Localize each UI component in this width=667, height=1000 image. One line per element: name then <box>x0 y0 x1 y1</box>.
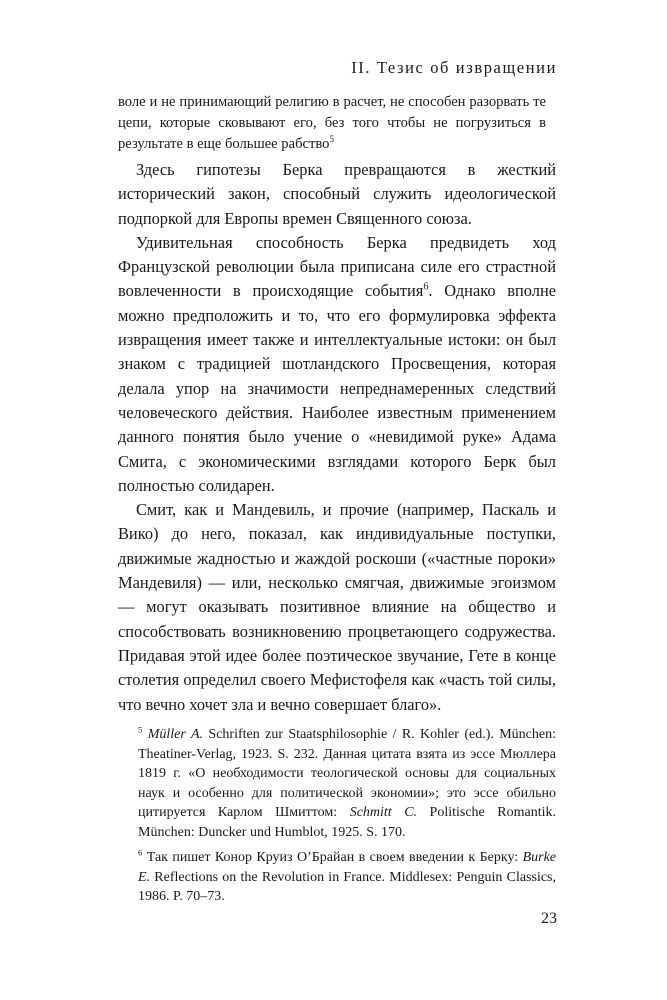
footnote-6-author: Burke E. <box>138 850 556 885</box>
footnote-5-text1: Schriften zur Staatsphilosophie / R. Kohler (ed.). München: Theatiner-Verlag, 1923. S. 232. Данная цитата взята из эссе Мюллера 1819 г. «О необходимости теологической основы для социальных наук и особенно для политической экономии»; это эссе обильно цитируется Карлом Шмиттом: <box>138 727 557 820</box>
paragraph-1: Здесь гипотезы Берка превращаются в жесткий исторический закон, способный служить идеологической подпоркой для Европы времен Священного союза. <box>118 160 556 228</box>
footnote-number-5: 5 <box>138 724 143 735</box>
footnote-number-6: 6 <box>138 847 143 858</box>
footnote-5-author: Müller A. <box>147 727 204 742</box>
footnote-6-text2: Reflections on the Revolution in France. Middlesex: Penguin Classics, 1986. P. 70–73. <box>138 869 556 904</box>
main-text <box>118 158 556 717</box>
footnote-ref-5: 5 <box>329 134 334 145</box>
footnote-5 <box>138 725 556 842</box>
block-quote <box>118 92 546 155</box>
paragraph-2 <box>118 231 556 498</box>
paragraph-2-part2: . Однако вполне можно предположить и то, что его формулировка эффекта извращения имеет также и интеллектуальные истоки: он был знаком с традицией шотландского Просвещения, которая делала упор на значимости непреднамеренных следствий человеческого действия. Наиболее известным применением данного понятия было учение о «невидимой руке» Адама Смита, с экономическими взглядами которого Берк был полностью солидарен. <box>118 281 556 495</box>
quote-paragraph <box>118 92 546 155</box>
paragraph-2-part1: Удивительная способность Берка предвидеть ход Французской революции была приписана силе его страстной вовлеченности в происходящие события <box>118 232 556 301</box>
footnote-6 <box>138 848 556 907</box>
footnote-ref-6: 6 <box>423 282 429 294</box>
page-number: 23 <box>541 910 557 927</box>
paragraph-3: Смит, как и Мандевиль, и прочие (например, Паскаль и Вико) до него, показал, как индивидуальные поступки, движимые жадностью и жаждой роскоши («частные пороки» Мандевиля) — или, несколько смягчая, движимые эгоизмом — могут оказывать позитивное влияние на общество и способствовать возникновению процветающего содружества. Придавая этой идее более поэтическое звучание, Гете в конце столетия определил своего Мефистофеля как «часть той силы, что вечно хочет зла и вечно совершает благо». <box>118 500 556 714</box>
running-head: II. Тезис об извращении <box>351 58 557 77</box>
footnote-6-text1: Так пишет Конор Круиз О’Брайан в своем введении к Берку: <box>142 850 523 865</box>
quote-text: воле и не принимающий религию в расчет, не способен разорвать те цепи, которые сковывают его, без того чтобы не погрузиться в результате в еще большее рабство <box>118 94 546 152</box>
footnote-5-text2: Politische Romantik. München: Duncker und Humblot, 1925. S. 170. <box>138 805 556 840</box>
footnotes <box>138 725 556 907</box>
footnote-5-author2: Schmitt C. <box>349 805 418 820</box>
